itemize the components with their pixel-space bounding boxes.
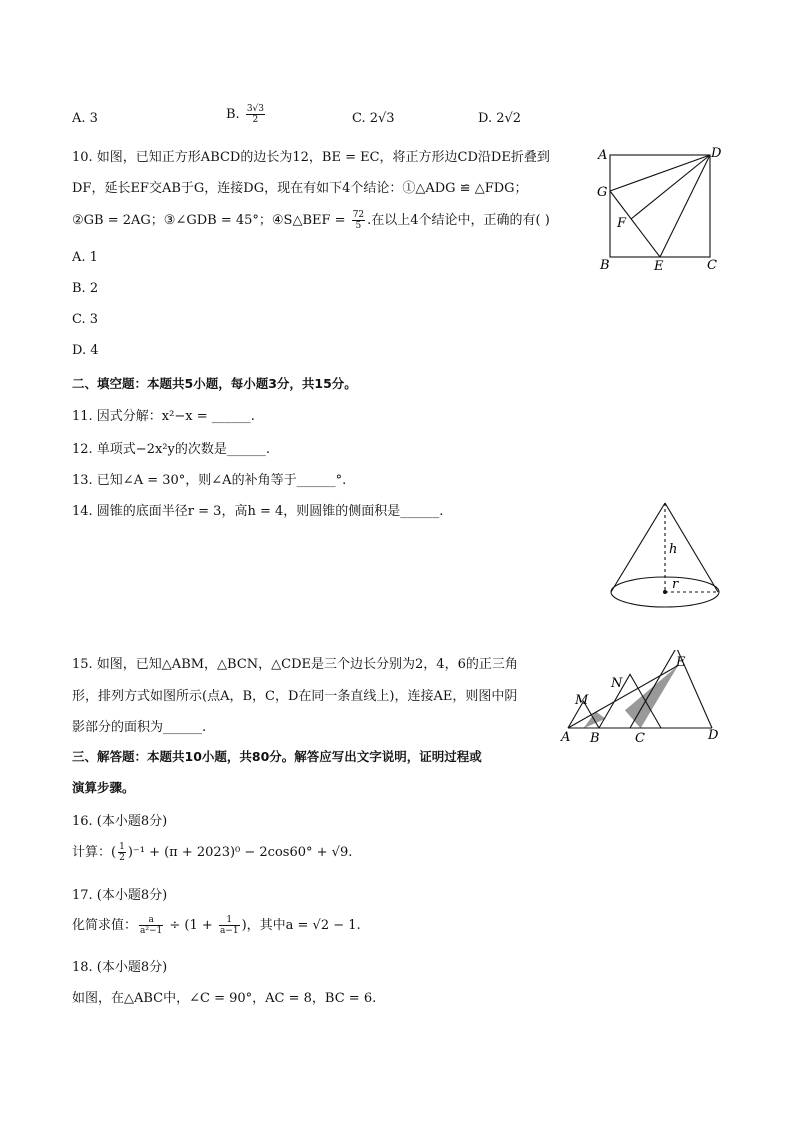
cone-center-dot xyxy=(663,590,667,594)
question-10-line-3b: .在以上4个结论中，正确的有( ) xyxy=(367,213,550,228)
triangles-figure xyxy=(556,650,726,745)
fraction-2-numerator: 1 xyxy=(219,915,240,926)
question-17-prefix: 化简求值： xyxy=(72,918,138,933)
option-9b-prefix: B. xyxy=(226,107,240,122)
area-numerator: 72 xyxy=(352,210,365,220)
question-13: 13. 已知∠A = 30°，则∠A的补角等于______°. xyxy=(72,473,347,488)
label-d2: D xyxy=(708,728,719,743)
label-a: A xyxy=(598,148,608,163)
option-9b-numerator: 3√3 xyxy=(246,104,265,114)
label-e: E xyxy=(654,259,664,274)
question-10-line-3a: ②GB = 2AG；③∠GDB = 45°；④S△BEF = xyxy=(72,213,350,228)
label-n: N xyxy=(611,676,623,691)
question-16-expression xyxy=(72,841,352,863)
question-15-line-2: 形，排列方式如图所示(点A，B，C，D在同一条直线上)，连接AE，则图中阴 xyxy=(72,689,518,704)
question-17-rest: )，其中a = √2 − 1. xyxy=(241,918,361,933)
square-abcd xyxy=(610,155,710,257)
question-16-rest: )⁻¹ + (π + 2023)⁰ − 2cos60° + √9. xyxy=(127,845,353,860)
label-a2: A xyxy=(561,730,571,745)
section-3-heading-line-2: 演算步骤。 xyxy=(72,780,135,795)
section-3-heading-line-1: 三、解答题：本题共10小题，共80分。解答应写出文字说明，证明过程或 xyxy=(72,749,482,764)
option-9a: A. 3 xyxy=(72,111,98,126)
option-9b-denominator: 2 xyxy=(252,115,259,125)
fraction-2-denominator: a−1 xyxy=(219,926,239,936)
label-g: G xyxy=(597,185,608,200)
half-denominator: 2 xyxy=(119,853,125,863)
option-10b: B. 2 xyxy=(72,281,99,296)
fraction-a-over-a2-1 xyxy=(139,915,163,936)
question-10-line-3 xyxy=(72,209,550,231)
label-d: D xyxy=(711,146,722,161)
label-m: M xyxy=(575,693,589,708)
square-fold-figure xyxy=(590,140,730,280)
option-9b xyxy=(226,104,267,125)
fraction-1-denominator: a²−1 xyxy=(140,926,163,936)
shaded-region-large xyxy=(625,666,678,729)
half-numerator: 1 xyxy=(119,842,125,852)
question-10-line-1: 10. 如图，已知正方形ABCD的边长为12，BE = EC，将正方形边CD沿DE折叠到 xyxy=(72,150,550,165)
option-10a: A. 1 xyxy=(72,250,98,265)
section-2-heading: 二、填空题：本题共5小题，每小题3分，共15分。 xyxy=(72,376,357,391)
fraction-1-over-a-1 xyxy=(219,915,240,936)
label-b: B xyxy=(600,258,610,273)
label-h: h xyxy=(669,542,678,557)
question-12: 12. 单项式−2x²y的次数是______. xyxy=(72,442,270,457)
question-17-mid: ÷ (1 + xyxy=(165,918,217,933)
question-16-heading: 16. (本小题8分) xyxy=(72,814,168,829)
option-9c: C. 2√3 xyxy=(352,111,395,126)
segment-fd xyxy=(631,155,710,219)
area-fraction xyxy=(352,210,365,231)
option-10d: D. 4 xyxy=(72,343,99,358)
option-9b-fraction xyxy=(246,104,265,125)
half-fraction xyxy=(118,842,126,863)
label-f: F xyxy=(617,216,627,231)
fraction-1-numerator: a xyxy=(139,915,163,926)
cone-figure xyxy=(600,495,730,615)
question-10-line-2: DF，延长EF交AB于G，连接DG，现在有如下4个结论：①△ADG ≌ △FDG； xyxy=(72,181,528,196)
question-18-line: 如图，在△ABC中，∠C = 90°，AC = 8，BC = 6. xyxy=(72,991,377,1006)
option-10c: C. 3 xyxy=(72,312,99,327)
option-9d: D. 2√2 xyxy=(478,111,522,126)
question-17-expression xyxy=(72,914,361,936)
label-r: r xyxy=(672,577,679,592)
question-15-line-3: 影部分的面积为______. xyxy=(72,720,207,735)
question-15-line-1: 15. 如图，已知△ABM，△BCN，△CDE是三个边长分别为2，4，6的正三角 xyxy=(72,657,518,672)
label-c: C xyxy=(707,258,717,273)
question-17-heading: 17. (本小题8分) xyxy=(72,888,168,903)
area-denominator: 5 xyxy=(355,221,362,231)
question-18-heading: 18. (本小题8分) xyxy=(72,960,168,975)
label-c2: C xyxy=(635,731,645,745)
question-11: 11. 因式分解：x²−x = ______. xyxy=(72,409,255,424)
label-b2: B xyxy=(590,731,600,745)
question-14: 14. 圆锥的底面半径r = 3，高h = 4，则圆锥的侧面积是______. xyxy=(72,504,444,519)
label-e2: E xyxy=(676,655,686,670)
question-16-prefix: 计算：( xyxy=(72,845,117,860)
